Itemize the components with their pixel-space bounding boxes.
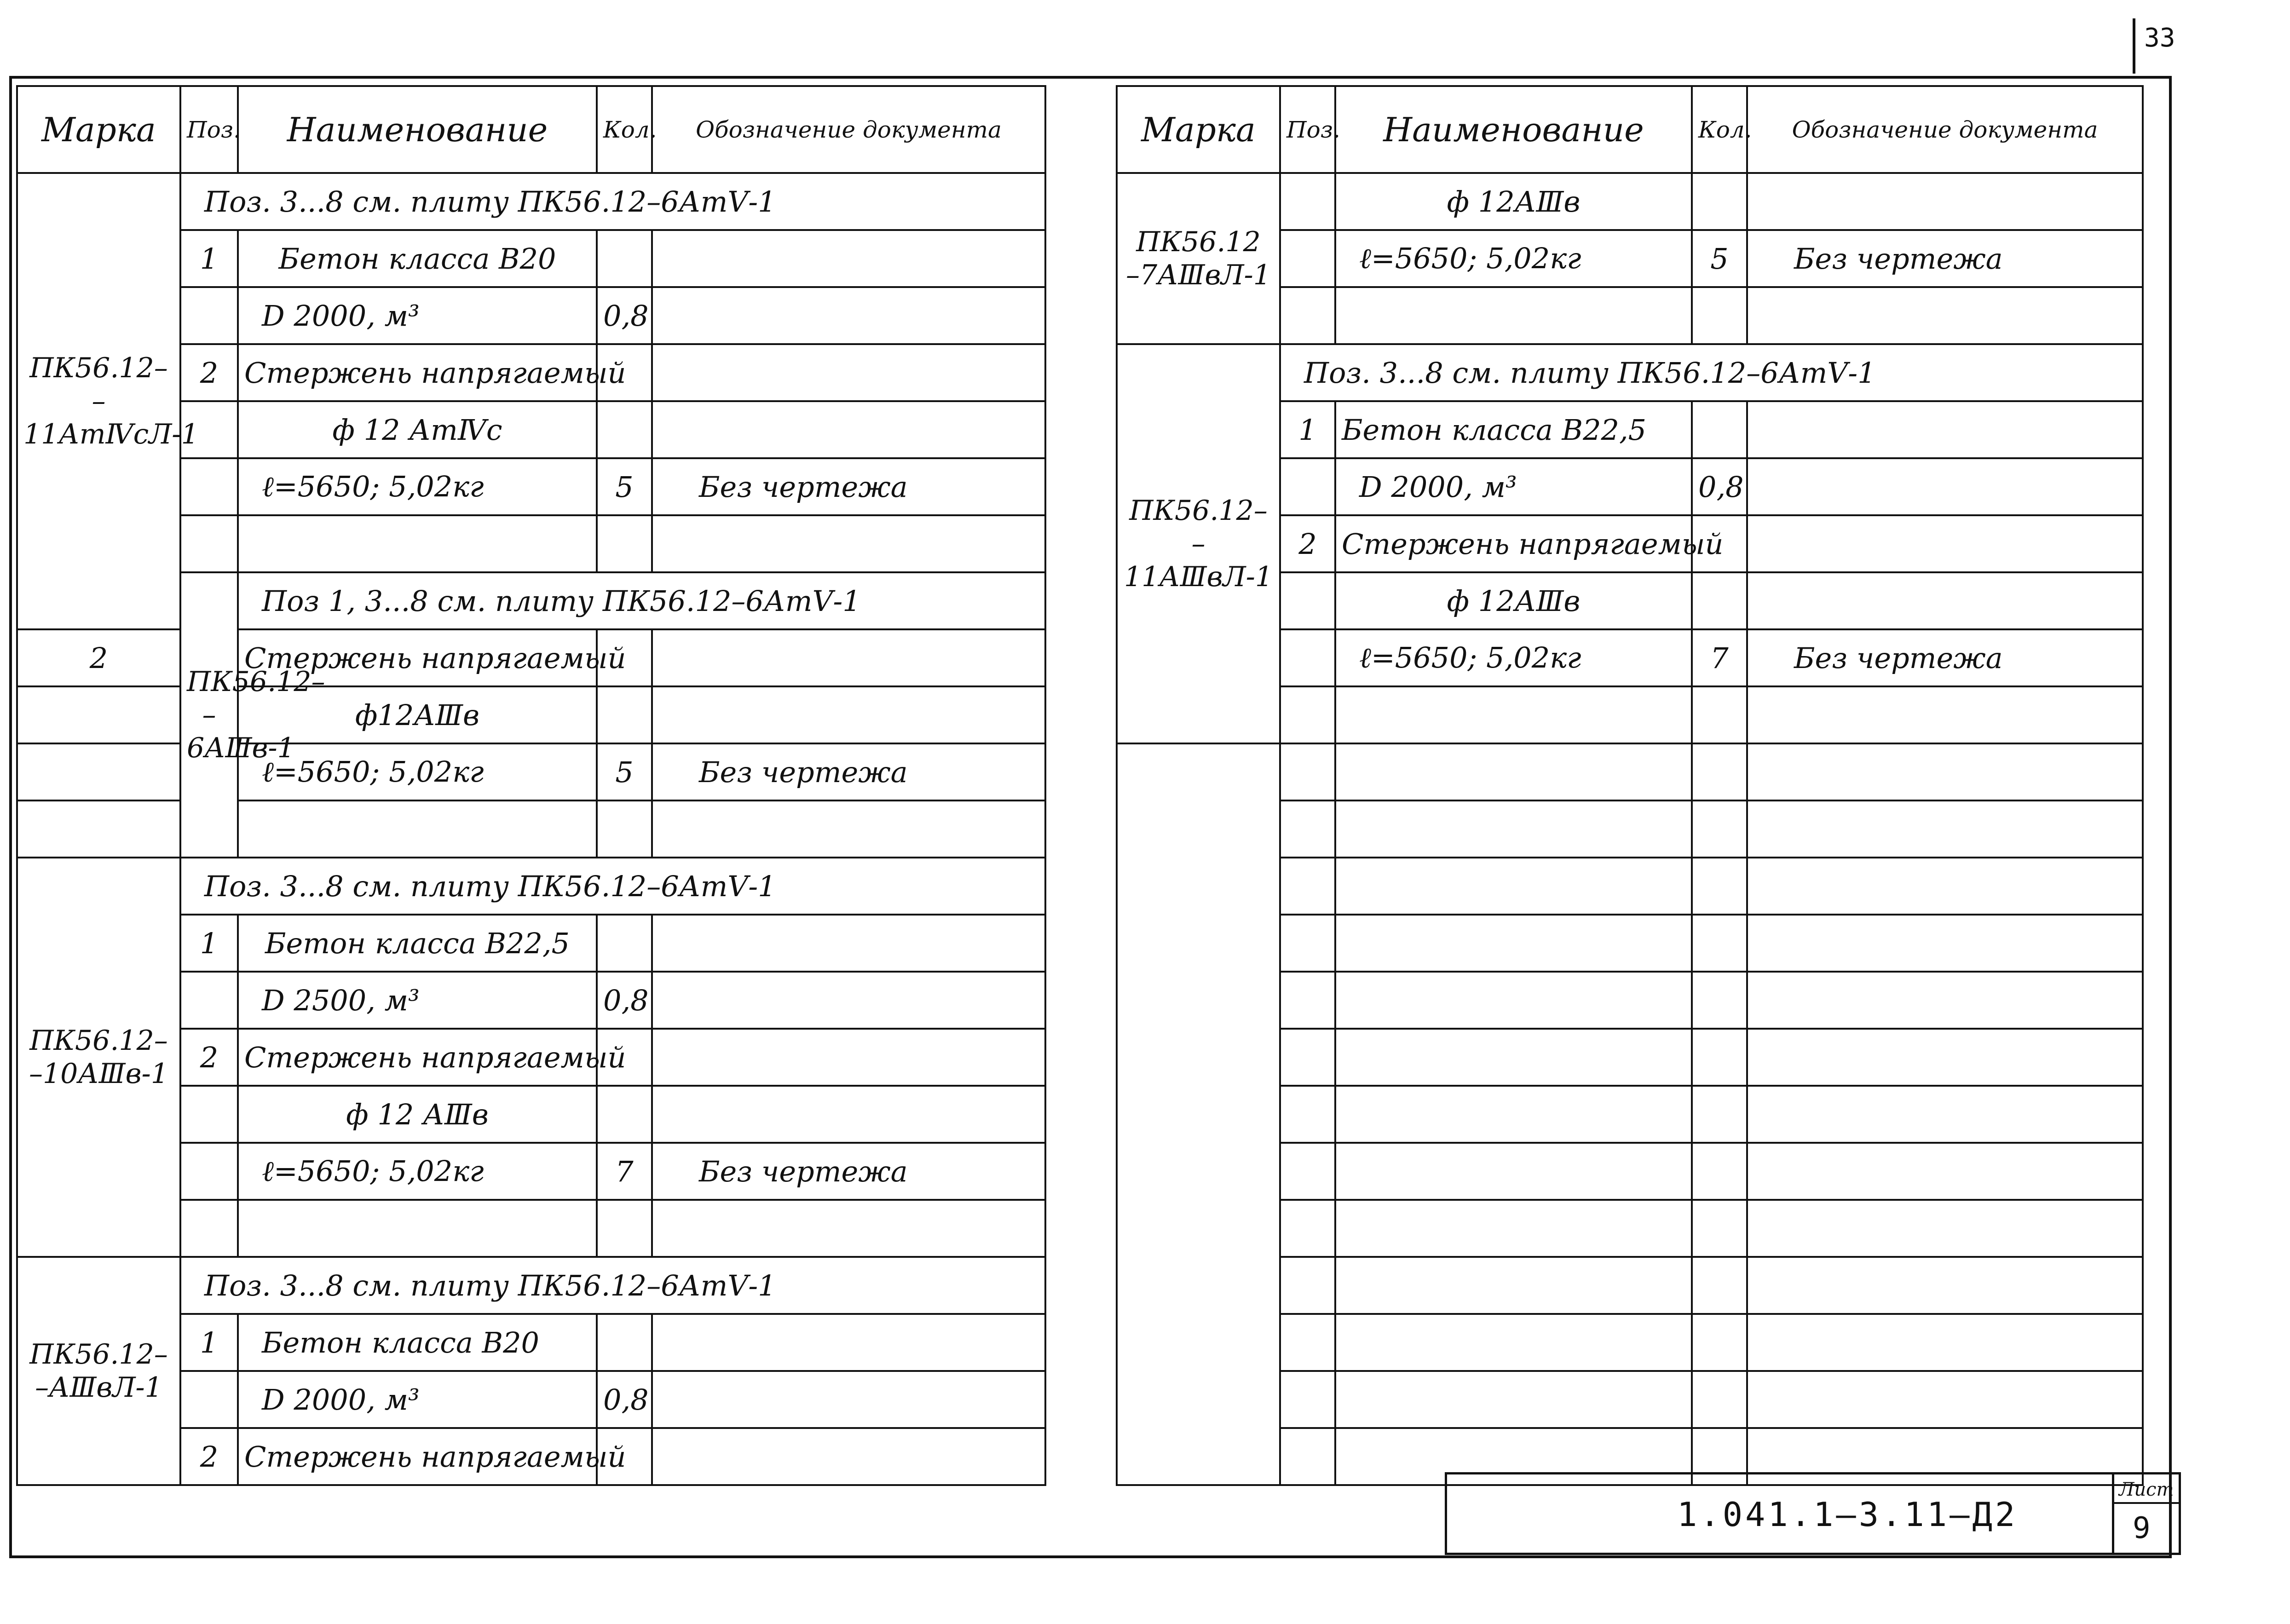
doc-cell [652, 972, 1045, 1029]
name-cell [238, 515, 597, 572]
doc-cell [652, 515, 1045, 572]
table-row [17, 743, 1045, 800]
table-row [17, 629, 1045, 686]
pos-cell: 1 [180, 230, 238, 287]
qty-cell [597, 915, 652, 972]
table-row [1117, 344, 2143, 401]
qty-cell [1692, 287, 1747, 344]
doc-cell [652, 1314, 1045, 1371]
doc-cell [652, 344, 1045, 401]
qty-cell: 0,8 [597, 287, 652, 344]
doc-cell [1747, 287, 2143, 344]
pos-cell: 1 [180, 915, 238, 972]
doc-cell [652, 1029, 1045, 1086]
reference-note: Поз 1, 3...8 см. плиту ПК56.12–6АтⅤ-1 [238, 572, 1045, 629]
name-cell: Бетон класса В20 [238, 230, 597, 287]
sheet-label: Лист [2119, 1479, 2174, 1500]
qty-cell [1692, 572, 1747, 629]
qty-cell [597, 1200, 652, 1257]
header-name: Наименование [238, 86, 597, 173]
qty-cell: 0,8 [597, 1371, 652, 1428]
qty-cell [597, 1314, 652, 1371]
mark-cell: ПК56.12– –11АтⅣсЛ-1 [17, 173, 180, 629]
name-cell [238, 800, 597, 858]
doc-cell [652, 800, 1045, 858]
name-cell [1335, 686, 1692, 743]
mark-cell: ПК56.12– –АⅢвЛ-1 [17, 1257, 180, 1485]
qty-cell [597, 401, 652, 458]
header-mark: Марка [17, 86, 180, 173]
header-row [17, 86, 1045, 173]
pos-cell [1280, 173, 1335, 230]
doc-cell [652, 1200, 1045, 1257]
name-cell [1335, 287, 1692, 344]
pos-cell: 2 [180, 344, 238, 401]
mark-cell: ПК56.12– –11АⅢвЛ-1 [1117, 344, 1280, 743]
table-row [17, 858, 1045, 915]
mark-cell [1117, 743, 1280, 1485]
name-cell: Бетон класса В22,5 [1335, 401, 1692, 458]
spec-table-right [1116, 85, 2144, 1486]
name-cell: Бетон класса В22,5 [238, 915, 597, 972]
doc-cell [1747, 572, 2143, 629]
pos-cell [180, 1371, 238, 1428]
name-cell [238, 1200, 597, 1257]
reference-note: Поз. 3...8 см. плиту ПК56.12–6АтⅤ-1 [180, 858, 1045, 915]
reference-note: Поз. 3...8 см. плиту ПК56.12–6АтⅤ-1 [180, 173, 1045, 230]
name-cell: ℓ=5650; 5,02кг [238, 743, 597, 800]
qty-cell [597, 686, 652, 743]
mark-cell: ПК56.12– –10АⅢв-1 [17, 858, 180, 1257]
doc-cell [652, 629, 1045, 686]
mark-cell: ПК56.12– –6АⅢв-1 [180, 572, 238, 858]
header-doc: Обозначение документа [1747, 86, 2143, 173]
qty-cell [597, 230, 652, 287]
table-row [17, 1257, 1045, 1314]
name-cell: ф 12АⅢв [1335, 173, 1692, 230]
pos-cell [17, 743, 180, 800]
pos-cell [180, 1086, 238, 1143]
pos-cell: 1 [180, 1314, 238, 1371]
qty-cell: 0,8 [597, 972, 652, 1029]
pos-cell [180, 458, 238, 515]
name-cell: Стержень напрягаемый [238, 1029, 597, 1086]
pos-cell [180, 515, 238, 572]
pos-cell: 2 [180, 1029, 238, 1086]
qty-cell: 0,8 [1692, 458, 1747, 515]
doc-cell: Без чертежа [652, 743, 1045, 800]
name-cell: ф 12АⅢв [1335, 572, 1692, 629]
pos-cell [180, 1200, 238, 1257]
doc-cell [652, 401, 1045, 458]
doc-cell [652, 1428, 1045, 1485]
doc-cell [652, 915, 1045, 972]
pos-cell [1280, 458, 1335, 515]
name-cell: ℓ=5650; 5,02кг [1335, 230, 1692, 287]
pos-cell [180, 972, 238, 1029]
pos-cell: 1 [1280, 401, 1335, 458]
doc-cell: Без чертежа [1747, 230, 2143, 287]
page-number-divider [2133, 18, 2135, 74]
name-cell: Бетон класса В20 [238, 1314, 597, 1371]
title-block [1445, 1472, 2181, 1555]
empty-row [1117, 743, 2143, 800]
name-cell: D 2000, м³ [238, 1371, 597, 1428]
doc-cell [1747, 458, 2143, 515]
reference-note: Поз. 3...8 см. плиту ПК56.12–6АтⅤ-1 [180, 1257, 1045, 1314]
qty-cell [1692, 686, 1747, 743]
name-cell: Стержень напрягаемый [238, 1428, 597, 1485]
doc-cell [652, 686, 1045, 743]
reference-note: Поз. 3...8 см. плиту ПК56.12–6АтⅤ-1 [1280, 344, 2143, 401]
qty-cell: 5 [597, 458, 652, 515]
name-cell: Стержень напрягаемый [238, 629, 597, 686]
pos-cell: 2 [17, 629, 180, 686]
spec-table-left [16, 85, 1046, 1486]
header-row [1117, 86, 2143, 173]
name-cell: ф 12 АтⅣс [238, 401, 597, 458]
qty-cell [1692, 401, 1747, 458]
qty-cell [597, 1086, 652, 1143]
pos-cell [1280, 230, 1335, 287]
pos-cell [1280, 629, 1335, 686]
name-cell: ℓ=5650; 5,02кг [238, 458, 597, 515]
name-cell: D 2500, м³ [238, 972, 597, 1029]
pos-cell [180, 1143, 238, 1200]
doc-cell [652, 1371, 1045, 1428]
pos-cell [1280, 572, 1335, 629]
table-row [17, 173, 1045, 230]
doc-cell: Без чертежа [1747, 629, 2143, 686]
name-cell: Стержень напрягаемый [238, 344, 597, 401]
doc-cell [652, 287, 1045, 344]
name-cell: ℓ=5650; 5,02кг [1335, 629, 1692, 686]
doc-cell [1747, 686, 2143, 743]
pos-cell [180, 287, 238, 344]
header-qty: Кол. [1692, 86, 1747, 173]
header-mark: Марка [1117, 86, 1280, 173]
sheet-divider [2114, 1502, 2179, 1504]
header-doc: Обозначение документа [652, 86, 1045, 173]
name-cell: Стержень напрягаемый [1335, 515, 1692, 572]
qty-cell [597, 515, 652, 572]
header-name: Наименование [1335, 86, 1692, 173]
doc-cell: Без чертежа [652, 1143, 1045, 1200]
header-pos: Поз. [180, 86, 238, 173]
table-row [1117, 173, 2143, 230]
table-row [17, 800, 1045, 858]
qty-cell: 5 [1692, 230, 1747, 287]
doc-cell [1747, 173, 2143, 230]
pos-cell [1280, 287, 1335, 344]
mark-cell: ПК56.12 –7АⅢвЛ-1 [1117, 173, 1280, 344]
qty-cell [1692, 173, 1747, 230]
name-cell: ℓ=5650; 5,02кг [238, 1143, 597, 1200]
page-number: 33 [2144, 23, 2175, 53]
name-cell: D 2000, м³ [1335, 458, 1692, 515]
qty-cell: 7 [1692, 629, 1747, 686]
doc-cell [1747, 515, 2143, 572]
pos-cell [17, 686, 180, 743]
table-row [17, 686, 1045, 743]
sheet-box [2112, 1474, 2179, 1553]
doc-cell: Без чертежа [652, 458, 1045, 515]
name-cell: D 2000, м³ [238, 287, 597, 344]
doc-cell [652, 1086, 1045, 1143]
qty-cell: 5 [597, 743, 652, 800]
pos-cell [17, 800, 180, 858]
header-pos: Поз. [1280, 86, 1335, 173]
sheet-number: 9 [2133, 1511, 2151, 1545]
pos-cell: 2 [180, 1428, 238, 1485]
header-qty: Кол. [597, 86, 652, 173]
pos-cell: 2 [1280, 515, 1335, 572]
doc-cell [652, 230, 1045, 287]
qty-cell [597, 800, 652, 858]
pos-cell [1280, 686, 1335, 743]
qty-cell: 7 [597, 1143, 652, 1200]
name-cell: ф 12 АⅢв [238, 1086, 597, 1143]
document-code: 1.041.1–3.11–Д2 [1677, 1495, 2018, 1534]
doc-cell [1747, 401, 2143, 458]
name-cell: ф12АⅢв [238, 686, 597, 743]
